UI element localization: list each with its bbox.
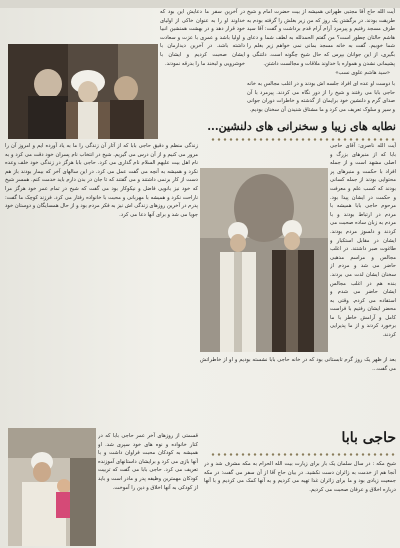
right-top-text-2: با دوست او عده ای افراد جلسه اش بودند و در اغلب مجالس به خانه حاجی بابا می رفتند و شیخ را از دور نگاه می کردند. پیرمرد با آن صدای گرم و دلنشین خود برایمان از گذشته و خاطرات دوران جوانی و سیر و سلوک تعریف می کرد و ما مشتاق شنیدن آن سخنان بودیم. (247, 81, 395, 113)
right-top-text: آیت الله حاج آقا مجتبی طهرانی همیشه از بیت حضرت امام و شیخ طریقت بودند. در برگشتن یک روز که من زیر بغلش را گرفته بودم به طرف مسجد رفتیم و پیرمرد آرام آرام قدم برداشت و گفت: آقا سید هاشم حالتان چطور است؟ من گفتم الحمدلله به لطف شما و دعای شما خوبیم. گفت به خانه مسجد بمانی نمی خواهم زیر بغلم را بگیری، از این جوانان بپرس که حال شیخ چگونه است. دلتنگی و پشیمانی نشدن و همواره با خداوند ملاقات و مجالست داشتن. (247, 9, 395, 67)
right-body-text: آیت الله ناصری: آقای حاجی بابا که از منبرهای بزرگ و اصلی مشهد است و از جمله افراد با حکمت و منبرهای پر محتوایی بودند از جمله کسانی بودند که کسب علم و معرفت و حکمت در ایشان پیدا بود. مرحوم حاجی بابا همیشه با مردم در ارتباط بودند و با مردم به زبان ساده صحبت می کردند و دلسوز مردم بودند. ایشان در مقابل استکبار و طاغوت صبر داشتند. در اغلب مجالس و مراسم مذهبی حاضر می شد و مردم از سخنان ایشان لذت می بردند. بنده هم در اغلب مجالس ایشان حاضر می شدم و استفاده می کردم. وقتی به محضر ایشان رفتیم با فراست کامل و آرامش خاطر با ما برخورد کردند و از ما پذیرایی کردند. (330, 143, 396, 339)
right-lower-text: بعد از ظهر یک روز گرم تابستانی بود که در خانه حاجی بابا نشسته بودیم و او از خاطراتش می گفت... (200, 357, 396, 372)
headline-main: نطابه های زیبا و سخنرانی های دلنشین... (207, 120, 396, 133)
quote-signature: «سید هاشم علوی نسب» (335, 70, 390, 76)
photo-clerics-sitting (8, 44, 158, 139)
bottom-left-text: قسمتی از روزهای آخر عمر حاجی بابا که در کنار خانواده و نوه های خود سپری شد. او همیشه به کودکان محبت فراوان داشت و با آنها بازی می کرد و برایشان داستانهای آموزنده تعریف می کرد. حاجی بابا می گفت که تربیت کودکان مهمترین وظیفه پدر و مادر است و باید از کودکی به آنها اخلاق و دین را آموخت. (98, 433, 198, 491)
left-body-text: زندگی منظم و دقیق حاجی بابا که از آثار آن زندگی را ما به یاد آورده ایم و امروز آن را مرور می کنیم و از آن درس می گیریم. شیخ در انتخاب نام پسران خود دقت می کرد و به نام اهل بیت علیهم السلام نام گذاری می کرد. حاجی بابا هرگز در زندگی خود خلف وعده نکرد و همیشه به آنچه می گفت عمل می کرد. در این سالهای آخر که بیمار بودند باز هم دست از کار برنمی داشتند و می گفتند که تا جان در بدن دارم باید خدمت کنم. همسر شیخ که خود نیز بانویی فاضل و نیکوکار بود می گفت که شیخ در تمام عمر خود هرگز مرا ناراحت نکرد و همیشه با مهربانی و محبت با خانواده رفتار می کرد. فرزند کوچک ما گفت: پدرم در آخرین روزهای زندگی اش نیز به فکر مردم بود و از حال همسایگان و دوستان خود جویا می شد و برای آنها دعا می کرد. (5, 143, 198, 218)
bottom-right-text: شیخ مکه : در سال سلمان یک بار برای زیارت بیت الله الحرام به مکه مشرف شد و در آنجا هم از خدمت به زائران دست نکشید. در بیان حاج آقا از آن سفر می گفت: در مکه جمعیت زیادی بود و ما برای زائران غذا تهیه می کردیم و به آنها کمک می کردیم و با آنها درباره اخلاق و عرفان صحبت می کردیم. (204, 461, 396, 493)
bottom-headline-ornament (210, 452, 396, 457)
headline-haji-baba: حاجی بابا (341, 430, 396, 446)
left-top-text: در آخرین سفر ما دعایش این بود که خداوند او را به عنوان خاکی از اولیای خود قرار دهد و در بهشت همنشین انبیا و اولیا باشد و عمری با عزت و سعادت داشته باشد. در آخرین دیدارمان با ایشان صحبت کردیم و ایشان با خوشرویی و لبخند ما را بدرقه نمودند. (160, 9, 245, 67)
photo-cleric-with-child (8, 428, 96, 546)
page-top-edge (0, 0, 400, 8)
photo-clerics-standing (200, 168, 328, 352)
